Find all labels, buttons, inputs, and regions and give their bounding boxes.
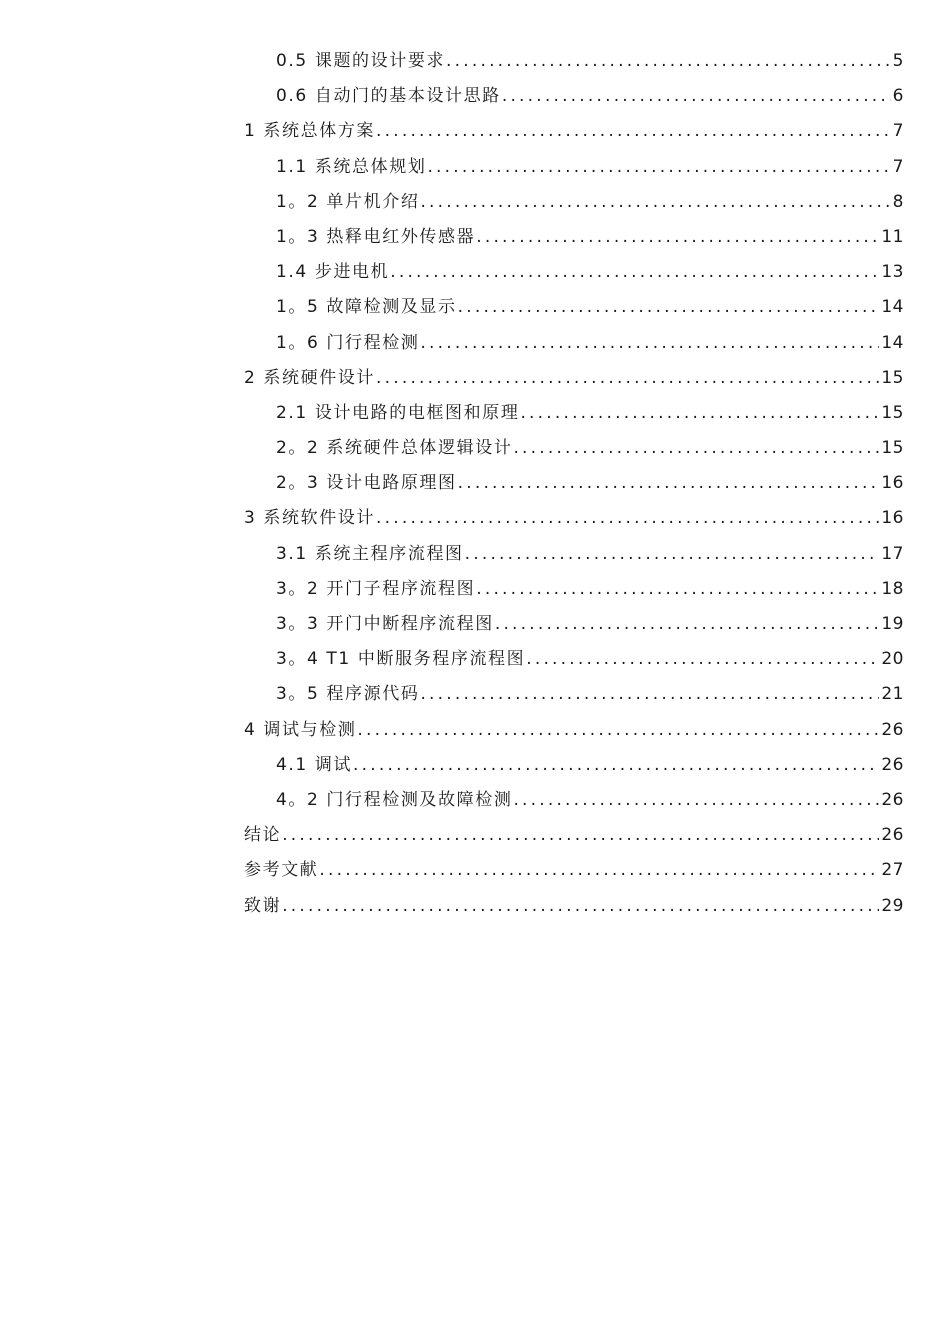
toc-entry-title: 0.5 课题的设计要求 [276,51,446,71]
toc-entry-page-number: 6 [892,86,904,107]
toc-entry[interactable] [244,466,904,501]
toc-entry[interactable] [244,150,904,185]
toc-dot-leader [513,431,879,466]
toc-entry[interactable] [244,853,904,888]
toc-dot-leader [458,466,880,501]
toc-entry-page-number: 29 [881,895,904,916]
toc-entry-page-number: 15 [881,438,904,459]
toc-entry[interactable] [244,361,904,396]
toc-dot-leader [476,572,879,607]
toc-entry-page-number: 14 [881,332,904,353]
toc-entry-title: 3。3 开门中断程序流程图 [276,614,494,634]
toc-entry[interactable] [244,572,904,607]
toc-entry[interactable] [244,326,904,361]
toc-entry-title: 3。4 T1 中断服务程序流程图 [276,649,526,670]
toc-entry-title: 3。2 开门子程序流程图 [276,578,476,599]
toc-entry-title: 3。5 程序源代码 [276,684,420,705]
toc-entry[interactable] [244,607,904,642]
toc-dot-leader [376,501,879,536]
toc-entry-title: 结论 [244,825,282,846]
toc-dot-leader [319,853,879,888]
toc-entry-title: 2。2 系统硬件总体逻辑设计 [276,438,513,459]
toc-entry-page-number: 21 [881,684,904,705]
toc-entry-page-number: 7 [892,156,904,177]
toc-entry-page-number: 17 [881,543,904,564]
toc-dot-leader [420,326,879,361]
toc-entry[interactable] [244,889,904,924]
toc-entry-page-number: 19 [881,614,904,634]
toc-entry-title: 4 调试与检测 [244,719,357,740]
toc-entry[interactable] [244,79,904,114]
toc-dot-leader [357,713,879,748]
toc-entry-title: 致谢 [244,895,282,916]
toc-entry-page-number: 20 [881,649,904,670]
toc-entry[interactable] [244,185,904,220]
toc-entry-title: 4。2 门行程检测及故障检测 [276,789,513,810]
toc-entry[interactable] [244,713,904,748]
toc-dot-leader [446,44,891,79]
toc-entry[interactable] [244,290,904,325]
toc-dot-leader [520,396,879,431]
table-of-contents [244,44,904,924]
toc-entry-page-number: 14 [881,297,904,318]
toc-entry-page-number: 7 [892,121,904,142]
toc-dot-leader [427,150,890,185]
toc-entry-title: 3 系统软件设计 [244,508,376,529]
toc-dot-leader [526,642,879,677]
toc-entry-page-number: 27 [881,860,904,881]
toc-entry-page-number: 16 [881,473,904,494]
toc-entry-title: 2 系统硬件设计 [244,367,376,388]
toc-entry-title: 1.4 步进电机 [276,262,390,283]
toc-dot-leader [513,783,879,818]
toc-entry-page-number: 16 [881,508,904,529]
toc-dot-leader [282,889,879,924]
toc-entry[interactable] [244,748,904,783]
toc-dot-leader [502,79,891,114]
toc-dot-leader [465,537,880,572]
toc-entry[interactable] [244,220,904,255]
toc-entry-title: 参考文献 [244,860,319,881]
toc-entry-page-number: 5 [892,51,904,71]
toc-dot-leader [390,255,879,290]
toc-entry-page-number: 15 [881,367,904,388]
toc-dot-leader [353,748,879,783]
toc-entry-page-number: 8 [892,191,904,212]
toc-entry[interactable] [244,677,904,712]
toc-entry-page-number: 13 [881,262,904,283]
toc-entry[interactable] [244,44,904,79]
toc-entry-page-number: 26 [881,789,904,810]
toc-entry-title: 1。2 单片机介绍 [276,191,420,212]
toc-entry[interactable] [244,255,904,290]
toc-entry[interactable] [244,431,904,466]
toc-entry-page-number: 18 [881,578,904,599]
toc-entry-title: 1。5 故障检测及显示 [276,297,457,318]
toc-entry[interactable] [244,114,904,149]
toc-dot-leader [495,607,880,642]
toc-entry-page-number: 15 [881,402,904,423]
toc-entry-title: 1.1 系统总体规划 [276,156,427,177]
toc-entry[interactable] [244,396,904,431]
toc-entry-title: 4.1 调试 [276,754,353,775]
toc-dot-leader [376,361,879,396]
toc-entry[interactable] [244,818,904,853]
toc-entry-page-number: 11 [881,226,904,247]
toc-dot-leader [376,114,891,149]
toc-entry-title: 0.6 自动门的基本设计思路 [276,86,501,107]
toc-entry-title: 2.1 设计电路的电框图和原理 [276,402,520,423]
toc-entry-page-number: 26 [881,754,904,775]
toc-dot-leader [476,220,879,255]
toc-entry-title: 3.1 系统主程序流程图 [276,543,464,564]
toc-dot-leader [282,818,879,853]
toc-entry-page-number: 26 [881,719,904,740]
toc-dot-leader [420,185,890,220]
toc-entry[interactable] [244,537,904,572]
toc-entry-title: 2。3 设计电路原理图 [276,473,457,494]
toc-entry-title: 1。6 门行程检测 [276,332,420,353]
toc-entry-title: 1 系统总体方案 [244,121,376,142]
toc-entry[interactable] [244,642,904,677]
toc-dot-leader [420,677,879,712]
toc-entry[interactable] [244,501,904,536]
toc-entry[interactable] [244,783,904,818]
toc-entry-page-number: 26 [881,825,904,846]
toc-entry-title: 1。3 热释电红外传感器 [276,226,476,247]
toc-dot-leader [458,290,880,325]
